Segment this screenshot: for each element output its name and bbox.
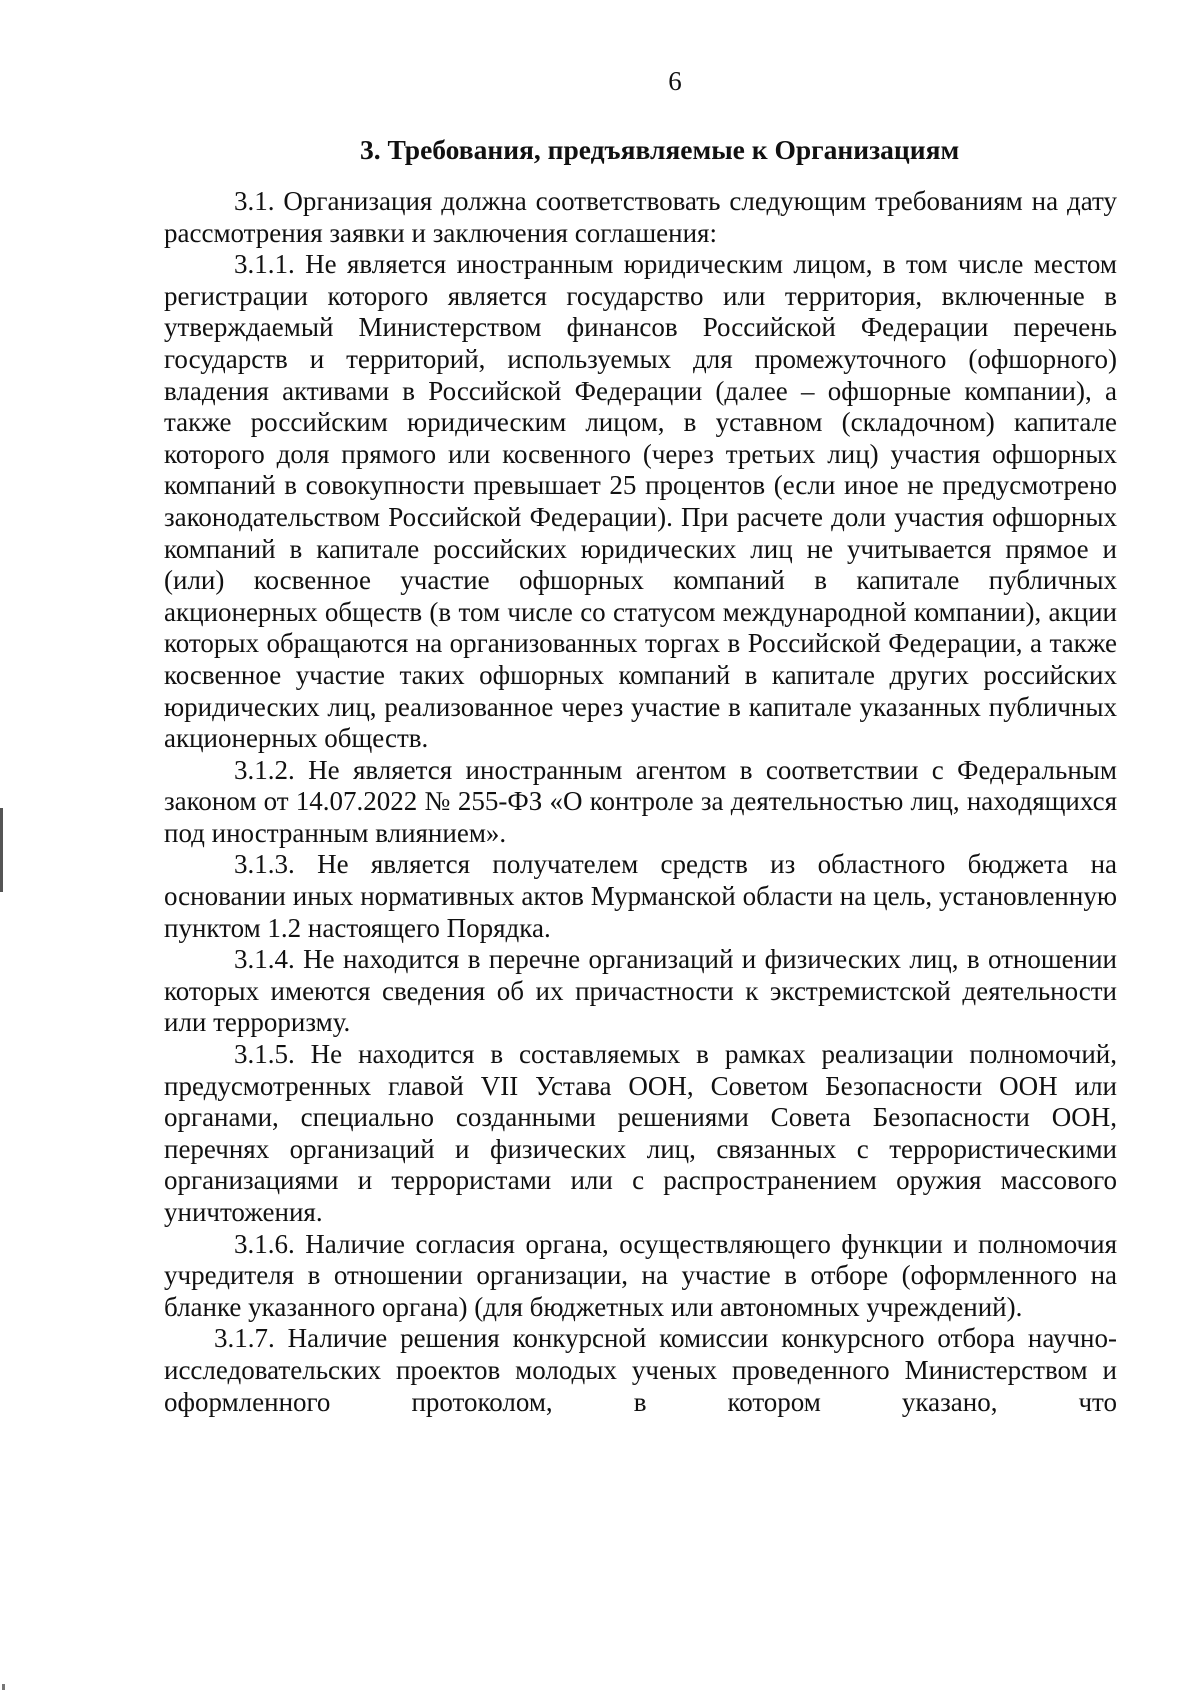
paragraph-3-1-3: 3.1.3. Не является получателем средств из областного бюджета на основании иных нормативных актов Мурманской области на цель, установленную пунктом 1.2 настоящего Порядка. [164, 849, 1117, 943]
scan-margin-mark [0, 808, 3, 892]
page-number: 6 [668, 66, 682, 96]
document-body [164, 186, 1117, 1418]
paragraph-3-1: 3.1. Организация должна соответствовать следующим требованиям на дату рассмотрения заявки и заключения соглашения: [164, 186, 1117, 248]
paragraph-3-1-1: 3.1.1. Не является иностранным юридическим лицом, в том числе местом регистрации которого является государство или территория, включенные в утверждаемый Министерством финансов Российской Федерации перечень государств и территорий, используемых для промежуточного (офшорного) владения активами в Российской Федерации (далее – офшорные компании), а также российским юридическим лицом, в уставном (складочном) капитале которого доля прямого или косвенного (через третьих лиц) участия офшорных компаний в совокупности превышает 25 процентов (если иное не предусмотрено законодательством Российской Федерации). При расчете доли участия офшорных компаний в капитале российских юридических лиц не учитывается прямое и (или) косвенное участие офшорных компаний в капитале публичных акционерных обществ (в том числе со статусом международной компании), акции которых обращаются на организованных торгах в Российской Федерации, а также косвенное участие таких офшорных компаний в капитале других российских юридических лиц, реализованное через участие в капитале указанных публичных акционерных обществ. [164, 249, 1117, 754]
paragraph-3-1-2: 3.1.2. Не является иностранным агентом в соответствии с Федеральным законом от 14.07.2022 № 255-ФЗ «О контроле за деятельностью лиц, находящихся под иностранным влиянием». [164, 754, 1117, 848]
paragraph-3-1-5: 3.1.5. Не находится в составляемых в рамках реализации полномочий, предусмотренных главой VII Устава ООН, Советом Безопасности ООН или органами, специально созданными решениями Совета Безопасности ООН, перечнях организаций и физических лиц, связанных с террористическими организациями и террористами или с распространением оружия массового уничтожения. [164, 1039, 1117, 1227]
paragraph-3-1-6: 3.1.6. Наличие согласия органа, осуществляющего функции и полномочия учредителя в отношении организации, на участие в отборе (оформленного на бланке указанного органа) (для бюджетных или автономных учреждений). [164, 1228, 1117, 1322]
paragraph-3-1-4: 3.1.4. Не находится в перечне организаций и физических лиц, в отношении которых имеются сведения об их причастности к экстремистской деятельности или терроризму. [164, 944, 1117, 1038]
scan-corner-mark [2, 1684, 5, 1690]
section-heading: 3. Требования, предъявляемые к Организациям [360, 134, 960, 165]
paragraph-3-1-7: 3.1.7. Наличие решения конкурсной комиссии конкурсного отбора научно-исследовательских проектов молодых ученых проведенного Министерством и оформленного протоколом, в котором указано, что [164, 1323, 1117, 1417]
